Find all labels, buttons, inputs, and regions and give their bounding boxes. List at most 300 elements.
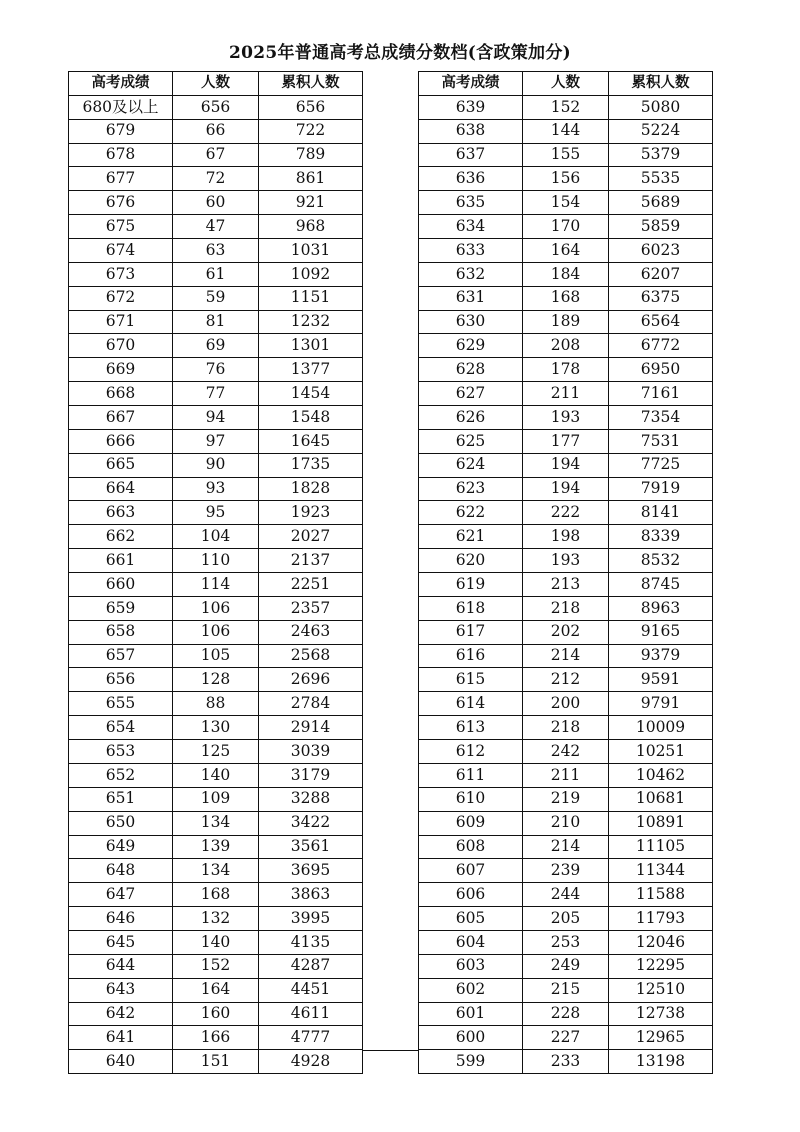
table-row: [419, 239, 713, 263]
score-cell: 651: [69, 788, 173, 812]
count-cell: 656: [173, 96, 259, 120]
cumulative-cell: 2137: [259, 549, 363, 573]
table-row: [419, 525, 713, 549]
count-cell: 88: [173, 692, 259, 716]
table-row: [69, 740, 363, 764]
table-row: [419, 478, 713, 502]
score-cell: 664: [69, 478, 173, 502]
count-cell: 194: [523, 478, 609, 502]
cumulative-cell: 8532: [609, 549, 713, 573]
cumulative-cell: 6023: [609, 239, 713, 263]
count-cell: 105: [173, 645, 259, 669]
count-cell: 154: [523, 191, 609, 215]
table-row: [69, 191, 363, 215]
score-distribution-table: [68, 71, 714, 1074]
table-row: [419, 692, 713, 716]
score-cell: 602: [419, 979, 523, 1003]
score-cell: 656: [69, 668, 173, 692]
count-cell: 93: [173, 478, 259, 502]
score-cell: 621: [419, 525, 523, 549]
table-row: [69, 239, 363, 263]
table-row: [69, 955, 363, 979]
table-row: [419, 454, 713, 478]
count-cell: 72: [173, 167, 259, 191]
table-row: [419, 573, 713, 597]
score-cell: 669: [69, 358, 173, 382]
cumulative-cell: 1645: [259, 430, 363, 454]
cumulative-cell: 8339: [609, 525, 713, 549]
cumulative-cell: 6375: [609, 287, 713, 311]
score-cell: 626: [419, 406, 523, 430]
table-row: [69, 287, 363, 311]
table-row: [69, 788, 363, 812]
count-cell: 244: [523, 883, 609, 907]
table-row: [419, 859, 713, 883]
table-row: [419, 931, 713, 955]
table-row: [419, 358, 713, 382]
cumulative-cell: 4287: [259, 955, 363, 979]
table-row: [69, 144, 363, 168]
count-cell: 242: [523, 740, 609, 764]
header-cumulative: 累积人数: [259, 72, 363, 96]
cumulative-cell: 7919: [609, 478, 713, 502]
table-row: [419, 955, 713, 979]
cumulative-cell: 10462: [609, 764, 713, 788]
table-row: [419, 1050, 713, 1074]
count-cell: 61: [173, 263, 259, 287]
score-cell: 654: [69, 716, 173, 740]
table-row: [69, 716, 363, 740]
count-cell: 94: [173, 406, 259, 430]
cumulative-cell: 3179: [259, 764, 363, 788]
count-cell: 125: [173, 740, 259, 764]
score-cell: 636: [419, 167, 523, 191]
count-cell: 194: [523, 454, 609, 478]
table-left-block: [68, 71, 363, 1074]
count-cell: 114: [173, 573, 259, 597]
score-cell: 611: [419, 764, 523, 788]
table-row: [69, 883, 363, 907]
score-cell: 668: [69, 382, 173, 406]
score-cell: 614: [419, 692, 523, 716]
score-cell: 617: [419, 621, 523, 645]
cumulative-cell: 12965: [609, 1026, 713, 1050]
cumulative-cell: 8963: [609, 597, 713, 621]
score-cell: 650: [69, 812, 173, 836]
count-cell: 97: [173, 430, 259, 454]
count-cell: 202: [523, 621, 609, 645]
cumulative-cell: 12295: [609, 955, 713, 979]
table-row: [419, 334, 713, 358]
cumulative-cell: 6772: [609, 334, 713, 358]
count-cell: 67: [173, 144, 259, 168]
score-cell: 673: [69, 263, 173, 287]
score-cell: 643: [69, 979, 173, 1003]
count-cell: 151: [173, 1050, 259, 1074]
count-cell: 184: [523, 263, 609, 287]
table-row: [69, 358, 363, 382]
count-cell: 253: [523, 931, 609, 955]
score-cell: 662: [69, 525, 173, 549]
score-cell: 672: [69, 287, 173, 311]
score-cell: 675: [69, 215, 173, 239]
table-row: [419, 120, 713, 144]
score-cell: 625: [419, 430, 523, 454]
cumulative-cell: 5224: [609, 120, 713, 144]
score-cell: 646: [69, 907, 173, 931]
count-cell: 212: [523, 668, 609, 692]
cumulative-cell: 656: [259, 96, 363, 120]
cumulative-cell: 861: [259, 167, 363, 191]
header-count: 人数: [523, 72, 609, 96]
table-row: [69, 215, 363, 239]
cumulative-cell: 9791: [609, 692, 713, 716]
cumulative-cell: 9165: [609, 621, 713, 645]
count-cell: 139: [173, 836, 259, 860]
count-cell: 193: [523, 549, 609, 573]
score-cell: 622: [419, 501, 523, 525]
score-cell: 680及以上: [69, 96, 173, 120]
count-cell: 69: [173, 334, 259, 358]
cumulative-cell: 8745: [609, 573, 713, 597]
score-cell: 666: [69, 430, 173, 454]
cumulative-cell: 722: [259, 120, 363, 144]
count-cell: 156: [523, 167, 609, 191]
score-cell: 615: [419, 668, 523, 692]
table-row: [419, 597, 713, 621]
cumulative-cell: 2463: [259, 621, 363, 645]
cumulative-cell: 10891: [609, 812, 713, 836]
cumulative-cell: 2696: [259, 668, 363, 692]
table-row: [69, 430, 363, 454]
score-cell: 660: [69, 573, 173, 597]
count-cell: 205: [523, 907, 609, 931]
cumulative-cell: 12738: [609, 1003, 713, 1027]
cumulative-cell: 2027: [259, 525, 363, 549]
cumulative-cell: 3561: [259, 836, 363, 860]
count-cell: 77: [173, 382, 259, 406]
score-cell: 679: [69, 120, 173, 144]
cumulative-cell: 11105: [609, 836, 713, 860]
count-cell: 168: [173, 883, 259, 907]
table-row: [419, 836, 713, 860]
count-cell: 95: [173, 501, 259, 525]
table-row: [419, 382, 713, 406]
cumulative-cell: 2357: [259, 597, 363, 621]
table-row: [419, 406, 713, 430]
table-row: [419, 263, 713, 287]
count-cell: 193: [523, 406, 609, 430]
cumulative-cell: 6950: [609, 358, 713, 382]
table-row: [419, 1003, 713, 1027]
count-cell: 130: [173, 716, 259, 740]
score-cell: 648: [69, 859, 173, 883]
score-cell: 655: [69, 692, 173, 716]
count-cell: 109: [173, 788, 259, 812]
score-cell: 629: [419, 334, 523, 358]
table-row: [69, 501, 363, 525]
score-cell: 652: [69, 764, 173, 788]
count-cell: 66: [173, 120, 259, 144]
table-row: [419, 311, 713, 335]
table-row: [69, 406, 363, 430]
cumulative-cell: 1092: [259, 263, 363, 287]
score-cell: 628: [419, 358, 523, 382]
score-cell: 627: [419, 382, 523, 406]
count-cell: 222: [523, 501, 609, 525]
header-score: 高考成绩: [69, 72, 173, 96]
count-cell: 218: [523, 716, 609, 740]
cumulative-cell: 4777: [259, 1026, 363, 1050]
score-cell: 609: [419, 812, 523, 836]
table-row: [419, 907, 713, 931]
score-cell: 645: [69, 931, 173, 955]
count-cell: 249: [523, 955, 609, 979]
table-row: [419, 764, 713, 788]
score-cell: 663: [69, 501, 173, 525]
cumulative-cell: 12510: [609, 979, 713, 1003]
count-cell: 106: [173, 621, 259, 645]
cumulative-cell: 5379: [609, 144, 713, 168]
count-cell: 140: [173, 931, 259, 955]
table-row: [419, 144, 713, 168]
cumulative-cell: 1377: [259, 358, 363, 382]
table-row: [419, 812, 713, 836]
cumulative-cell: 1454: [259, 382, 363, 406]
score-cell: 637: [419, 144, 523, 168]
score-cell: 633: [419, 239, 523, 263]
table-gap: [363, 71, 418, 1074]
cumulative-cell: 3863: [259, 883, 363, 907]
count-cell: 189: [523, 311, 609, 335]
count-cell: 178: [523, 358, 609, 382]
count-cell: 170: [523, 215, 609, 239]
count-cell: 214: [523, 836, 609, 860]
score-cell: 658: [69, 621, 173, 645]
count-cell: 219: [523, 788, 609, 812]
score-cell: 613: [419, 716, 523, 740]
table-row: [69, 1003, 363, 1027]
count-cell: 177: [523, 430, 609, 454]
count-cell: 211: [523, 382, 609, 406]
cumulative-cell: 12046: [609, 931, 713, 955]
count-cell: 164: [173, 979, 259, 1003]
cumulative-cell: 4611: [259, 1003, 363, 1027]
score-cell: 603: [419, 955, 523, 979]
cumulative-cell: 6207: [609, 263, 713, 287]
cumulative-cell: 4928: [259, 1050, 363, 1074]
cumulative-cell: 2568: [259, 645, 363, 669]
table-row: [419, 287, 713, 311]
table-header-row: [419, 72, 713, 96]
score-cell: 642: [69, 1003, 173, 1027]
table-row: [69, 525, 363, 549]
score-cell: 604: [419, 931, 523, 955]
count-cell: 211: [523, 764, 609, 788]
score-cell: 600: [419, 1026, 523, 1050]
table-row: [419, 788, 713, 812]
table-row: [69, 454, 363, 478]
cumulative-cell: 10009: [609, 716, 713, 740]
score-cell: 620: [419, 549, 523, 573]
count-cell: 168: [523, 287, 609, 311]
count-cell: 227: [523, 1026, 609, 1050]
cumulative-cell: 1031: [259, 239, 363, 263]
cumulative-cell: 2784: [259, 692, 363, 716]
cumulative-cell: 3695: [259, 859, 363, 883]
score-cell: 640: [69, 1050, 173, 1074]
score-cell: 605: [419, 907, 523, 931]
score-cell: 616: [419, 645, 523, 669]
score-cell: 612: [419, 740, 523, 764]
count-cell: 160: [173, 1003, 259, 1027]
score-cell: 607: [419, 859, 523, 883]
count-cell: 76: [173, 358, 259, 382]
score-cell: 641: [69, 1026, 173, 1050]
cumulative-cell: 1828: [259, 478, 363, 502]
cumulative-cell: 13198: [609, 1050, 713, 1074]
table-row: [419, 549, 713, 573]
count-cell: 90: [173, 454, 259, 478]
table-row: [69, 692, 363, 716]
table-row: [69, 668, 363, 692]
score-cell: 667: [69, 406, 173, 430]
count-cell: 106: [173, 597, 259, 621]
cumulative-cell: 1301: [259, 334, 363, 358]
count-cell: 59: [173, 287, 259, 311]
count-cell: 152: [523, 96, 609, 120]
count-cell: 132: [173, 907, 259, 931]
table-row: [69, 334, 363, 358]
cumulative-cell: 11793: [609, 907, 713, 931]
cumulative-cell: 2914: [259, 716, 363, 740]
table-row: [419, 501, 713, 525]
cumulative-cell: 1923: [259, 501, 363, 525]
score-cell: 610: [419, 788, 523, 812]
count-cell: 140: [173, 764, 259, 788]
table-row: [69, 836, 363, 860]
table-row: [419, 883, 713, 907]
cumulative-cell: 5080: [609, 96, 713, 120]
score-cell: 671: [69, 311, 173, 335]
table-row: [69, 382, 363, 406]
table-row: [69, 979, 363, 1003]
count-cell: 155: [523, 144, 609, 168]
cumulative-cell: 789: [259, 144, 363, 168]
table-row: [419, 167, 713, 191]
score-cell: 639: [419, 96, 523, 120]
count-cell: 47: [173, 215, 259, 239]
cumulative-cell: 10251: [609, 740, 713, 764]
header-cumulative: 累积人数: [609, 72, 713, 96]
table-row: [69, 1026, 363, 1050]
score-cell: 670: [69, 334, 173, 358]
count-cell: 134: [173, 859, 259, 883]
cumulative-cell: 5535: [609, 167, 713, 191]
count-cell: 110: [173, 549, 259, 573]
table-row: [419, 645, 713, 669]
cumulative-cell: 1232: [259, 311, 363, 335]
cumulative-cell: 2251: [259, 573, 363, 597]
table-row: [419, 621, 713, 645]
cumulative-cell: 10681: [609, 788, 713, 812]
cumulative-cell: 968: [259, 215, 363, 239]
count-cell: 213: [523, 573, 609, 597]
score-cell: 676: [69, 191, 173, 215]
table-row: [419, 716, 713, 740]
table-row: [69, 549, 363, 573]
score-cell: 644: [69, 955, 173, 979]
table-row: [419, 430, 713, 454]
score-cell: 623: [419, 478, 523, 502]
score-cell: 677: [69, 167, 173, 191]
cumulative-cell: 5689: [609, 191, 713, 215]
table-row: [419, 1026, 713, 1050]
count-cell: 200: [523, 692, 609, 716]
cumulative-cell: 9591: [609, 668, 713, 692]
divider: [363, 1050, 418, 1051]
count-cell: 152: [173, 955, 259, 979]
table-row: [419, 668, 713, 692]
table-row: [69, 167, 363, 191]
count-cell: 233: [523, 1050, 609, 1074]
table-row: [69, 96, 363, 120]
cumulative-cell: 4135: [259, 931, 363, 955]
count-cell: 208: [523, 334, 609, 358]
count-cell: 198: [523, 525, 609, 549]
cumulative-cell: 4451: [259, 979, 363, 1003]
table-row: [69, 907, 363, 931]
score-cell: 635: [419, 191, 523, 215]
cumulative-cell: 3995: [259, 907, 363, 931]
header-count: 人数: [173, 72, 259, 96]
cumulative-cell: 11588: [609, 883, 713, 907]
score-cell: 618: [419, 597, 523, 621]
cumulative-cell: 3039: [259, 740, 363, 764]
score-cell: 634: [419, 215, 523, 239]
score-cell: 649: [69, 836, 173, 860]
count-cell: 81: [173, 311, 259, 335]
cumulative-cell: 7725: [609, 454, 713, 478]
count-cell: 239: [523, 859, 609, 883]
score-cell: 608: [419, 836, 523, 860]
cumulative-cell: 7161: [609, 382, 713, 406]
table-row: [69, 597, 363, 621]
header-score: 高考成绩: [419, 72, 523, 96]
score-cell: 631: [419, 287, 523, 311]
score-cell: 619: [419, 573, 523, 597]
count-cell: 63: [173, 239, 259, 263]
cumulative-cell: 7531: [609, 430, 713, 454]
table-row: [419, 96, 713, 120]
table-row: [419, 740, 713, 764]
count-cell: 144: [523, 120, 609, 144]
count-cell: 60: [173, 191, 259, 215]
score-cell: 674: [69, 239, 173, 263]
table-row: [69, 120, 363, 144]
table-row: [69, 859, 363, 883]
count-cell: 218: [523, 597, 609, 621]
cumulative-cell: 1735: [259, 454, 363, 478]
score-cell: 653: [69, 740, 173, 764]
cumulative-cell: 11344: [609, 859, 713, 883]
table-row: [69, 621, 363, 645]
cumulative-cell: 3288: [259, 788, 363, 812]
score-cell: 624: [419, 454, 523, 478]
table-row: [69, 931, 363, 955]
count-cell: 104: [173, 525, 259, 549]
score-cell: 657: [69, 645, 173, 669]
